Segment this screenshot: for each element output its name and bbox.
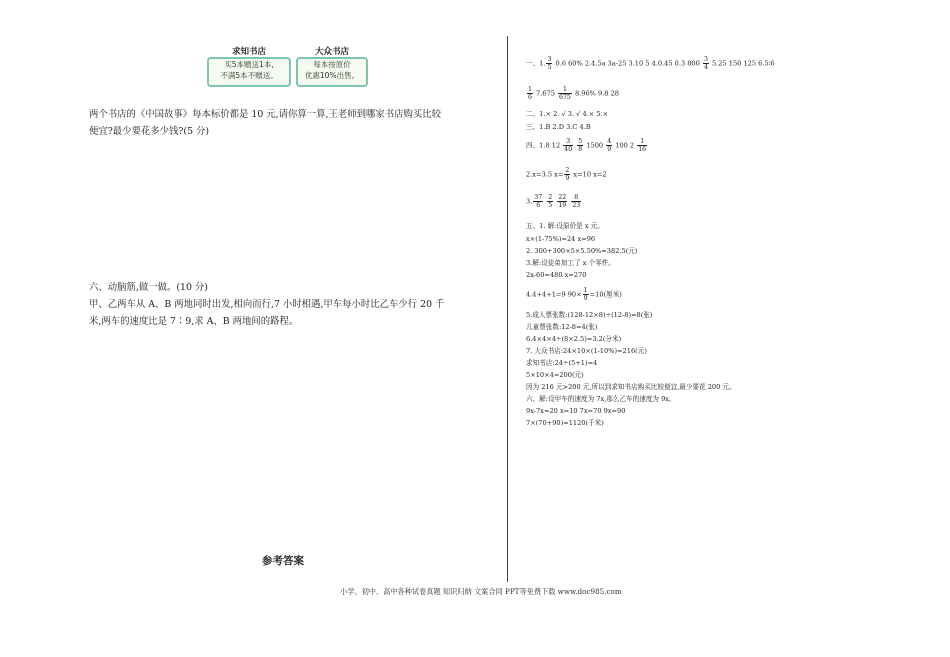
fraction-den: 4 bbox=[703, 64, 708, 71]
shop2-sign bbox=[296, 57, 368, 87]
a4-mid2: 100 2 bbox=[615, 141, 635, 150]
fraction bbox=[558, 86, 572, 101]
fraction bbox=[606, 138, 612, 153]
fraction-den: 40 bbox=[564, 146, 573, 153]
answers-heading: 参考答案 bbox=[262, 555, 304, 567]
answer-6-line3: 7×(70+90)=1120(千米) bbox=[526, 419, 604, 427]
fraction-num: 5 bbox=[578, 138, 583, 145]
a1b-mid: 7.675 bbox=[536, 89, 555, 98]
fraction bbox=[564, 167, 570, 182]
fraction-num: 3 bbox=[563, 138, 573, 146]
q6-line1: 甲、乙两车从 A、B 两地同时出发,相向而行,7 小时相遇,甲车每小时比乙车少行 20 千 bbox=[89, 299, 445, 310]
answer-1-line1 bbox=[526, 56, 775, 71]
fraction-num: 1 bbox=[583, 287, 588, 294]
a1-prefix: 一、1. bbox=[526, 59, 546, 68]
fraction-den: 5 bbox=[548, 202, 553, 209]
fraction bbox=[563, 138, 573, 153]
fraction bbox=[533, 194, 543, 209]
fraction-num: 22 bbox=[558, 194, 567, 201]
shop2-label: 大众书店 bbox=[315, 47, 350, 57]
fraction bbox=[577, 138, 583, 153]
a1b-tail: 8.96% 9.8 28 bbox=[574, 89, 619, 98]
answer-4-line2 bbox=[526, 167, 607, 182]
question-6 bbox=[89, 279, 497, 330]
fraction-den: 16 bbox=[638, 146, 647, 153]
fraction-den: 6 bbox=[536, 202, 541, 209]
fraction bbox=[637, 138, 647, 153]
fraction-num: 1 bbox=[528, 86, 532, 93]
a4c-prefix: 3. bbox=[526, 197, 533, 206]
a5-l6-prefix: 4.4+4+1=9 90× bbox=[526, 290, 582, 299]
answer-1-line2 bbox=[526, 86, 619, 101]
fraction-den: 9 bbox=[607, 146, 612, 153]
answer-5-line7: 5.成人票张数:(128-12×8)÷(12-8)=8(张) bbox=[526, 311, 653, 319]
a1-tail: 5.25 150 125 6.5∶6 bbox=[711, 59, 775, 68]
shop1-sign bbox=[207, 57, 291, 87]
answer-5-line4: 3.解:设徒弟加工了 x 个零件。 bbox=[526, 259, 615, 267]
fraction bbox=[703, 56, 709, 71]
column-divider bbox=[507, 36, 508, 582]
fraction-num: 8 bbox=[571, 194, 581, 202]
fraction-num: 3 bbox=[547, 56, 552, 63]
answer-6-line1: 六、解:设甲车的速度为 7x,那么乙车的速度为 9x。 bbox=[526, 395, 676, 403]
q6-line2: 米,两车的速度比是 7∶9,求 A、B 两地间的路程。 bbox=[89, 316, 299, 327]
fraction bbox=[583, 287, 589, 302]
answer-2: 二、1.× 2. √ 3. √ 4.× 5.× bbox=[526, 110, 609, 118]
shop1-sign-line2: 不满5本不赠送。 bbox=[220, 71, 278, 80]
answer-4-line1 bbox=[526, 138, 648, 153]
fraction-den: 9 bbox=[565, 175, 570, 182]
fraction-num: 2 bbox=[565, 167, 570, 174]
answer-5-line10: 7. 大众书店:24×10×(1-10%)=216(元) bbox=[526, 347, 647, 355]
a4-mid: 1500 bbox=[586, 141, 604, 150]
fraction bbox=[557, 194, 567, 209]
q5-line2: 便宜?最少要花多少钱?(5 分) bbox=[89, 126, 210, 137]
fraction-num: 4 bbox=[607, 138, 612, 145]
answer-5-line13: 因为 216 元>200 元,所以到求知书店购买比较便宜,最少要花 200 元。 bbox=[526, 383, 736, 391]
answer-4-line3 bbox=[526, 194, 582, 209]
answer-5-line6 bbox=[526, 287, 622, 302]
a4-prefix: 四、1.8 12 bbox=[526, 141, 561, 150]
a1-mid: 0.6 60% 2.4.5a 3a-25 3.10 5 4.0.45 0.3 800 bbox=[555, 59, 700, 68]
fraction-den: 675 bbox=[559, 94, 571, 101]
footer-text: 小学、初中、高中各种试卷真题 知识归纳 文案合同 PPT等免费下载 www.doc985.com bbox=[340, 587, 622, 596]
answer-5-line12: 5×10×4=200(元) bbox=[526, 371, 584, 379]
shop2-sign-line1: 每本按原价 bbox=[313, 60, 351, 69]
q6-title: 六、动脑筋,做一做。(10 分) bbox=[89, 282, 208, 293]
fraction-num: 1 bbox=[558, 86, 572, 94]
fraction-den: 19 bbox=[558, 202, 567, 209]
fraction-num: 3 bbox=[703, 56, 708, 63]
answer-5-line3: 2. 300+300×5×5.50%=382.5(元) bbox=[526, 247, 638, 255]
shop2-sign-line2: 优惠10%出售。 bbox=[304, 71, 360, 80]
fraction-den: 6 bbox=[528, 94, 532, 101]
fraction-den: 8 bbox=[578, 146, 583, 153]
answer-5-line2: x×(1-75%)=24 x=96 bbox=[526, 235, 596, 243]
question-5 bbox=[89, 106, 497, 140]
shop1-label: 求知书店 bbox=[232, 47, 267, 57]
fraction-den: 5 bbox=[547, 64, 552, 71]
answer-5-line9: 6.4×4×4÷(8×2.5)=3.2(分米) bbox=[526, 335, 622, 343]
fraction-num: 1 bbox=[637, 138, 647, 146]
answer-5-line8: 儿童票张数:12-8=4(张) bbox=[526, 323, 598, 331]
fraction bbox=[547, 194, 553, 209]
a4b-tail: x=10 x=2 bbox=[573, 170, 607, 179]
fraction-num: 2 bbox=[548, 194, 553, 201]
fraction bbox=[527, 86, 533, 101]
a5-l6-tail: =10(厘米) bbox=[589, 290, 622, 299]
shop1-sign-line1: 买5本赠送1本, bbox=[224, 60, 274, 69]
q5-line1: 两个书店的《中国故事》每本标价都是 10 元,请你算一算,王老师到哪家书店购买比较 bbox=[89, 109, 441, 120]
answer-6-line2: 9x-7x=20 x=10 7x=70 9x=90 bbox=[526, 407, 626, 415]
fraction bbox=[571, 194, 581, 209]
answer-5-line11: 求知书店:24÷(5+1)=4 bbox=[526, 359, 598, 367]
answer-5-line1: 五、1. 解:设原价是 x 元。 bbox=[526, 222, 604, 230]
fraction-num: 37 bbox=[534, 194, 543, 201]
fraction bbox=[546, 56, 552, 71]
answer-3: 三、1.B 2.D 3.C 4.B bbox=[526, 123, 591, 131]
answer-5-line5: 2x-60=480 x=270 bbox=[526, 271, 587, 279]
a4b-prefix: 2.x=3.5 x= bbox=[526, 170, 564, 179]
fraction-den: 9 bbox=[583, 295, 588, 302]
fraction-den: 23 bbox=[572, 202, 581, 209]
